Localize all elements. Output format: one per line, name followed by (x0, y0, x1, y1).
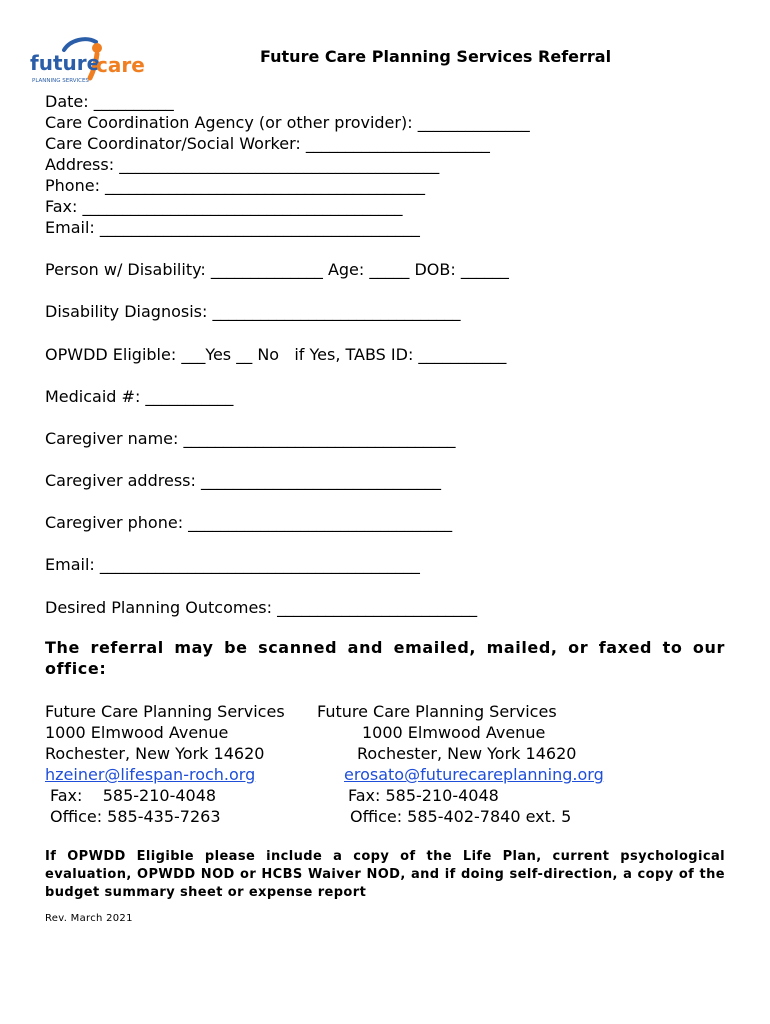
agency-field[interactable]: Care Coordination Agency (or other provider): ______________ (45, 113, 530, 132)
office-right-fax: Fax: 585-210-4048 (348, 786, 499, 805)
office-right-city: Rochester, New York 14620 (357, 744, 577, 763)
caregiver-email-field[interactable]: Email: ________________________________________ (45, 555, 420, 574)
logo-word-future: future (30, 51, 101, 75)
logo-swoosh-icon (30, 34, 148, 88)
caregiver-name-field[interactable]: Caregiver name: __________________________________ (45, 429, 456, 448)
date-field[interactable]: Date: __________ (45, 92, 174, 111)
office-left-email-link[interactable]: hzeiner@lifespan-roch.org (45, 765, 256, 784)
future-care-logo (30, 34, 148, 88)
office-right-email-link[interactable]: erosato@futurecareplanning.org (344, 765, 604, 784)
submission-notice: The referral may be scanned and emailed, mailed, or faxed to our office: (45, 638, 725, 678)
address-field[interactable]: Address: ________________________________________ (45, 155, 440, 174)
person-with-disability-field[interactable]: Person w/ Disability: ______________ Age: _____ DOB: ______ (45, 260, 509, 279)
opwdd-footnote: If OPWDD Eligible please include a copy of the Life Plan, current psychological evaluation, OPWDD NOD or HCBS Waiver NOD, and if doing self-direction, a copy of the budget summary sheet or expense report (45, 849, 725, 900)
office-right-phone: Office: 585-402-7840 ext. 5 (350, 807, 572, 826)
office-left-phone: Office: 585-435-7263 (50, 807, 221, 826)
caregiver-address-field[interactable]: Caregiver address: ______________________________ (45, 471, 441, 490)
medicaid-field[interactable]: Medicaid #: ___________ (45, 387, 234, 406)
office-left-street: 1000 Elmwood Avenue (45, 723, 229, 742)
office-left-name: Future Care Planning Services (45, 702, 285, 721)
phone-field[interactable]: Phone: ________________________________________ (45, 176, 426, 195)
desired-outcomes-field[interactable]: Desired Planning Outcomes: _________________________ (45, 598, 478, 617)
office-right-name: Future Care Planning Services (317, 702, 557, 721)
coordinator-field[interactable]: Care Coordinator/Social Worker: _______________________ (45, 134, 490, 153)
disability-diagnosis-field[interactable]: Disability Diagnosis: _______________________________ (45, 302, 461, 321)
email-field[interactable]: Email: ________________________________________ (45, 218, 420, 237)
logo-word-care: care (96, 53, 145, 77)
office-left-fax: Fax: 585-210-4048 (50, 786, 217, 805)
fax-field[interactable]: Fax: ________________________________________ (45, 197, 403, 216)
opwdd-eligible-field[interactable]: OPWDD Eligible: ___Yes __ No if Yes, TABS ID: ___________ (45, 345, 507, 364)
revision-date: Rev. March 2021 (45, 913, 133, 924)
office-left-city: Rochester, New York 14620 (45, 744, 265, 763)
logo-tagline: PLANNING SERVICES (32, 78, 89, 84)
page-title: Future Care Planning Services Referral (260, 47, 612, 66)
office-right-street: 1000 Elmwood Avenue (362, 723, 546, 742)
caregiver-phone-field[interactable]: Caregiver phone: _________________________________ (45, 513, 453, 532)
